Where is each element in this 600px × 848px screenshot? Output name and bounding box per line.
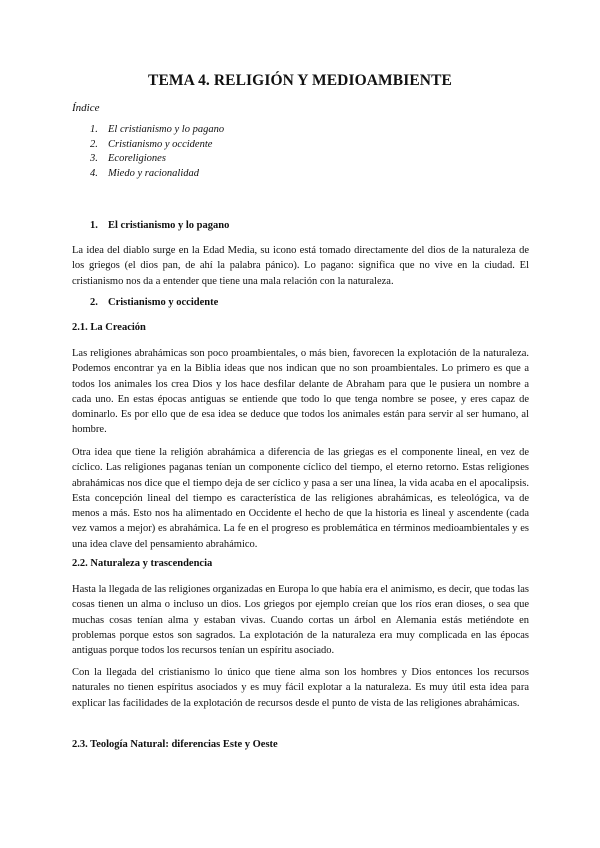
subsection-heading-2-2: 2.2. Naturaleza y trascendencia	[72, 558, 213, 569]
toc-item-text: Miedo y racionalidad	[108, 167, 199, 179]
toc-item	[90, 167, 224, 182]
subsection-heading-2-1: 2.1. La Creación	[72, 322, 146, 333]
section-title: Cristianismo y occidente	[108, 297, 219, 308]
page-title: TEMA 4. RELIGIÓN Y MEDIOAMBIENTE	[148, 72, 452, 89]
index-label: Índice	[72, 102, 100, 114]
toc-item-number: 3.	[90, 153, 98, 165]
paragraph: La idea del diablo surge en la Edad Media, su icono está tomado directamente del dios de la naturaleza de los griegos (el dios pan, de ahí la palabra pánico). Lo pagano: significa que no vive en la ciudad. El cristianismo nos da a entender que tiene una mala relación con la naturaleza.	[72, 245, 529, 287]
toc-item-text: El cristianismo y lo pagano	[108, 124, 225, 135]
toc-item	[90, 123, 224, 138]
section-number: 1.	[90, 220, 98, 231]
paragraph: Con la llegada del cristianismo lo único que tiene alma son los hombres y Dios entonces los recursos naturales no tienen espíritus asociados y es muy fácil explotar a la naturaleza. Es muy útil esta idea para explicar las facilidades de la explotación de recursos desde el punto de vista de las religiones abrahámicas.	[72, 667, 529, 709]
toc-item-number: 2.	[90, 138, 98, 150]
toc-item	[90, 138, 224, 153]
subsection-heading-2-3: 2.3. Teología Natural: diferencias Este y Oeste	[72, 739, 278, 750]
paragraph: Las religiones abrahámicas son poco proambientales, o más bien, favorecen la explotación de la naturaleza. Podemos encontrar ya en la Biblia ideas que nos indican que no son proambientales. Lo primero es que a todos los animales los crea Dios y los hace desfilar delante de Abraham para que le pusiera un nombre a cada uno. En estas épocas antiguas se entiende que todo lo que tenga nombre se posee, y eres capaz de dominarlo. Es por ello que de esa idea se deduce que todos los animales están para servir al ser humano, al hombre.	[72, 348, 529, 436]
paragraph: Otra idea que tiene la religión abrahámica a diferencia de las griegas es el componente lineal, en vez de cíclico. Las religiones paganas tenían un componente cíclico del tiempo, el eterno retorno. Estas religiones abrahámicas nos dice que el tiempo deja de ser cíclico y pasa a ser una línea, la vida acaba en el apocalipsis. Esta concepción lineal del tiempo es característica de las religiones abrahámicas, es teleológica, va de menos a más. Esto nos ha alimentado en Occidente el hecho de que la historia es lineal y ascendente (cada vez vamos a mejor) es abrahámica. La fe en el progreso es problemática en términos medioambientales y es una idea clave del pensamiento abrahámico.	[72, 447, 529, 550]
table-of-contents	[90, 123, 224, 181]
toc-item-number: 1.	[90, 124, 98, 135]
paragraph: Hasta la llegada de las religiones organizadas en Europa lo que había era el animismo, es decir, que todas las cosas tienen un alma o incluso un dios. Los griegos por ejemplo creían que los ríos eran dioses, o sea que muchas cosas tenían alma y estaban vivas. Cuando cortas un árbol en Alemania estás metiéndote en problemas porque estos son sagrados. La explotación de la naturaleza era muy complicada en las épocas antiguas porque todos los recursos tenían un espíritu asociado.	[72, 584, 529, 657]
toc-item	[90, 152, 224, 167]
section-title: El cristianismo y lo pagano	[108, 220, 230, 231]
toc-item-text: Ecoreligiones	[108, 153, 166, 165]
section-number: 2.	[90, 297, 98, 308]
section-heading-1	[90, 220, 229, 231]
section-heading-2	[90, 297, 218, 308]
toc-item-text: Cristianismo y occidente	[108, 138, 213, 150]
toc-item-number: 4.	[90, 167, 98, 179]
